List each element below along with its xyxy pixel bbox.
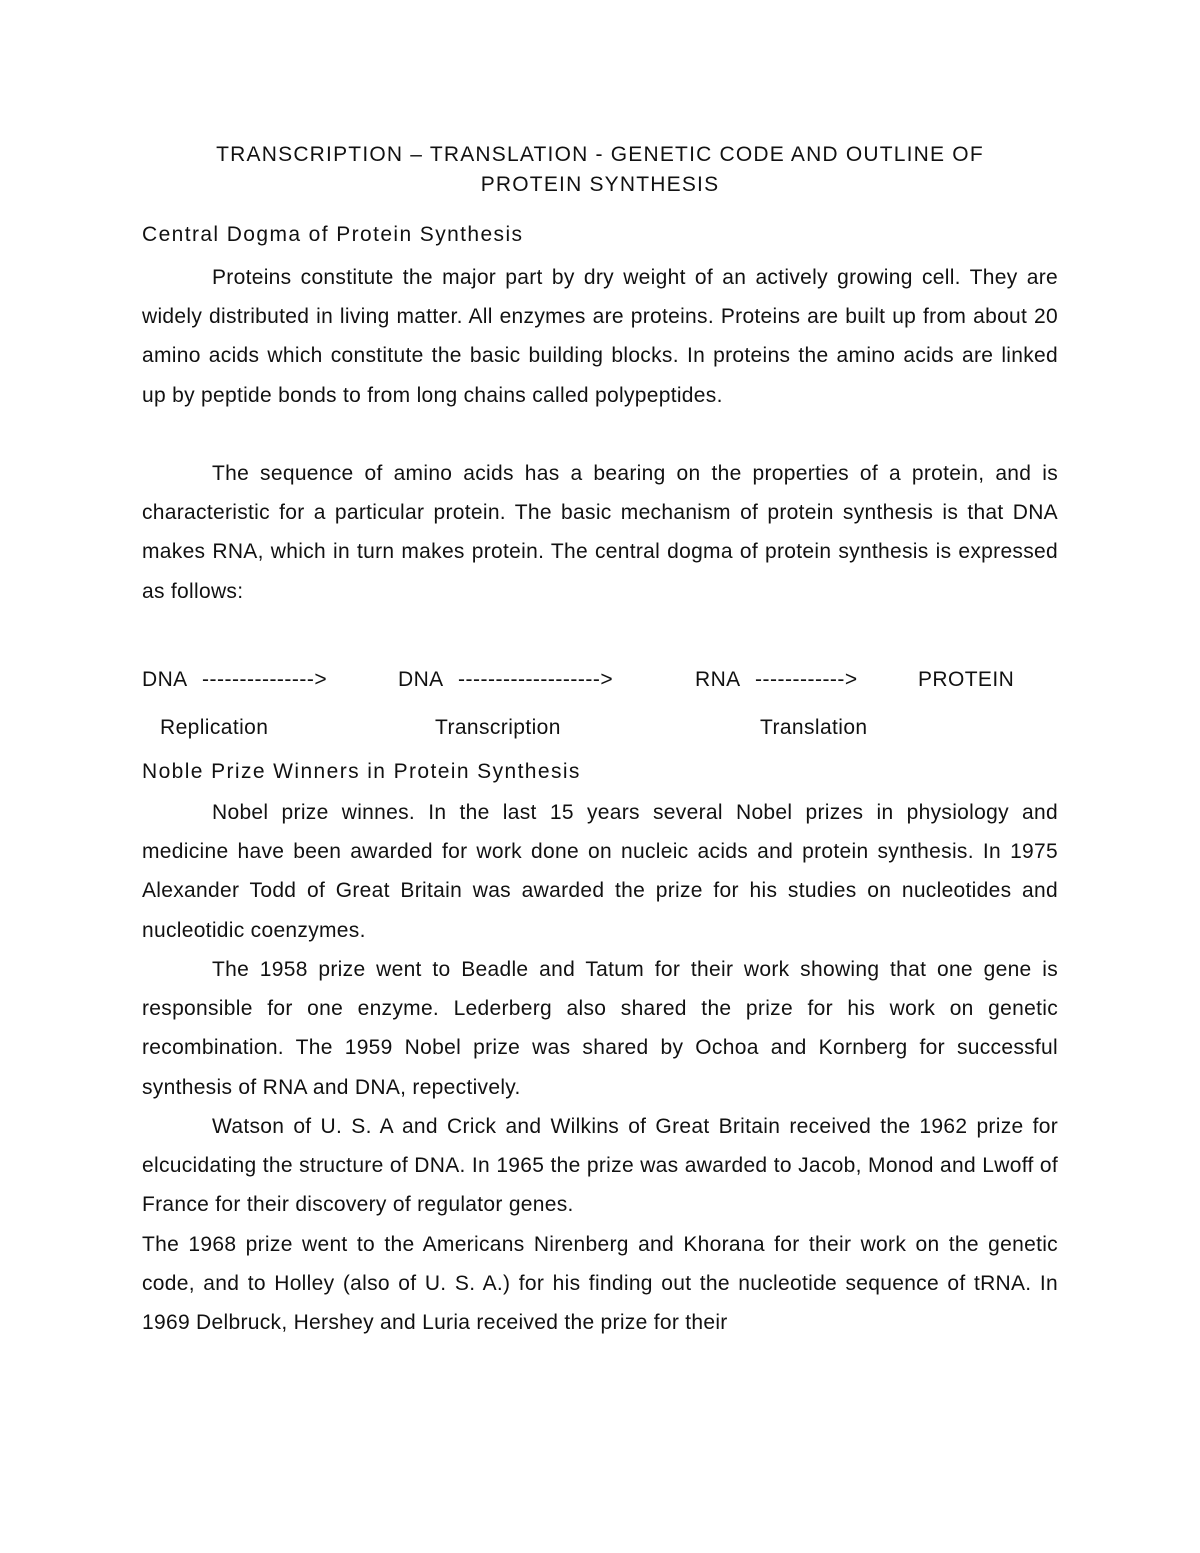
paragraph-proteins: Proteins constitute the major part by dry weight of an actively growing cell. They are widely distributed in living matter. All enzymes are proteins. Proteins are built up from about 20 amino acids which constitute the basic building blocks. In proteins the amino acids are linked up by peptide bonds to from long chains called polypeptides. (142, 266, 1058, 407)
paragraph-amino-sequence: The sequence of amino acids has a bearing on the properties of a protein, and is characteristic for a particular protein. The basic mechanism of protein synthesis is that DNA makes RNA, which in turn makes protein. The central dogma of protein synthesis is expressed as follows: (142, 462, 1058, 603)
flow-arrow-translation: ------------> (755, 668, 858, 691)
flow-node-protein: PROTEIN (918, 668, 1015, 691)
flow-node-rna: RNA (695, 668, 741, 691)
flow-arrow-replication: ---------------> (202, 668, 328, 691)
flow-label-replication: Replication (160, 716, 269, 739)
flow-label-transcription: Transcription (435, 716, 561, 739)
document-title-line-2: PROTEIN SYNTHESIS (480, 173, 720, 196)
flow-label-translation: Translation (760, 716, 868, 739)
flow-arrow-transcription: -------------------> (458, 668, 614, 691)
paragraph-1968-prize: The 1968 prize went to the Americans Nirenberg and Khorana for their work on the genetic code, and to Holley (also of U. S. A.) for his finding out the nucleotide sequence of tRNA. In 1969 Delbruck, Hershey and Luria received the prize for their (142, 1233, 1058, 1335)
paragraph-1962-prize: Watson of U. S. A and Crick and Wilkins of Great Britain received the 1962 prize for elcucidating the structure of DNA. In 1965 the prize was awarded to Jacob, Monod and Lwoff of France for their discovery of regulator genes. (142, 1115, 1058, 1217)
paragraph-1958-prize: The 1958 prize went to Beadle and Tatum for their work showing that one gene is responsible for one enzyme. Lederberg also shared the prize for his work on genetic recombination. The 1959 Nobel prize was shared by Ochoa and Kornberg for successful synthesis of RNA and DNA, repectively. (142, 958, 1058, 1099)
paragraph-nobel-winners: Nobel prize winnes. In the last 15 years several Nobel prizes in physiology and medicine have been awarded for work done on nucleic acids and protein synthesis. In 1975 Alexander Todd of Great Britain was awarded the prize for his studies on nucleotides and nucleotidic coenzymes. (142, 801, 1058, 942)
document-title-line-1: TRANSCRIPTION – TRANSLATION - GENETIC CODE AND OUTLINE OF (216, 143, 984, 166)
section-heading-central-dogma: Central Dogma of Protein Synthesis (142, 223, 524, 246)
flow-node-dna-2: DNA (398, 668, 444, 691)
section-heading-noble-prize: Noble Prize Winners in Protein Synthesis (142, 760, 581, 783)
flow-node-dna-1: DNA (142, 668, 188, 691)
